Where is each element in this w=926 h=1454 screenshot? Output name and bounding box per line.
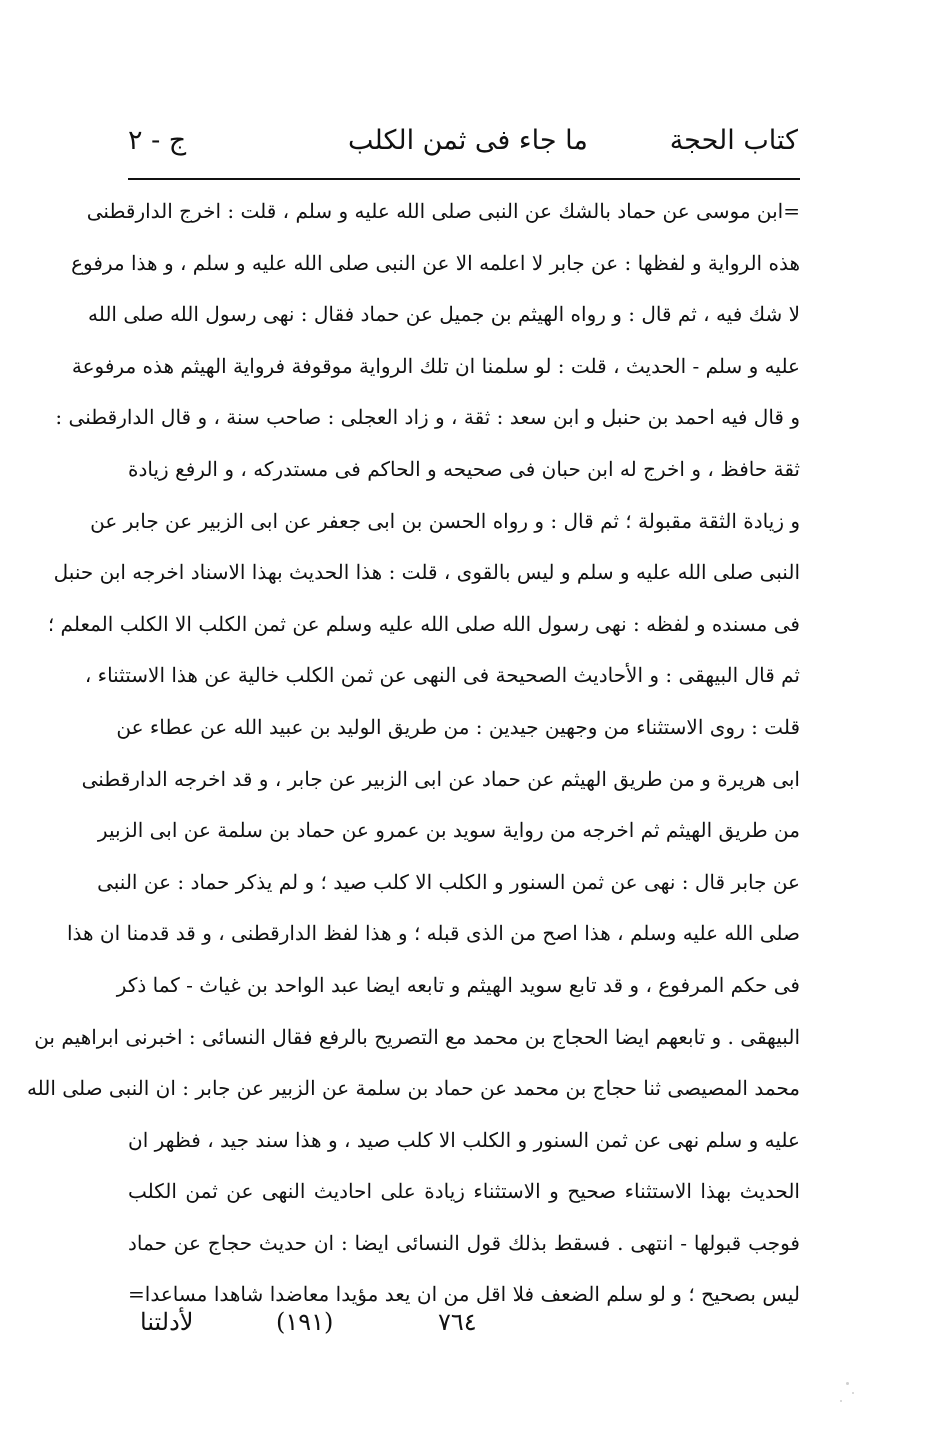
volume-label: ج - ٢: [128, 125, 187, 156]
text-line: قلت : روى الاستثناء من وجهين جيدين : من طريق الوليد بن عبيد الله عن عطاء عن: [116, 714, 800, 739]
catchword: لأدلتنا: [140, 1308, 194, 1336]
header-rule: [128, 178, 800, 180]
running-head: [128, 118, 798, 164]
text-line: لا شك فيه ، ثم قال : و رواه الهيثم بن جميل عن حماد فقال : نهى رسول الله صلى الله: [87, 302, 800, 327]
text-line: الحديث بهذا الاستثناء صحيح و الاستثناء زيادة على احاديث النهى عن ثمن الكلب: [128, 1179, 800, 1204]
signature-mark: (١٩١): [276, 1308, 334, 1336]
scan-speck: [840, 1400, 842, 1402]
page-footer: [128, 1300, 800, 1344]
text-line: محمد المصيصى ثنا حجاج بن محمد عن حماد بن سلمة عن الزبير عن جابر : ان النبى صلى الله: [26, 1076, 800, 1101]
text-line: =ابن موسى عن حماد بالشك عن النبى صلى الله عليه و سلم ، قلت : اخرج الدارقطنى: [86, 199, 800, 223]
text-line: ثم قال البيهقى : و الأحاديث الصحيحة فى النهى عن ثمن الكلب خالية عن هذا الاستثناء ،: [84, 663, 800, 688]
body-text: [26, 186, 800, 1321]
chapter-title: ما جاء فى ثمن الكلب: [348, 125, 588, 156]
book-title: كتاب الحجة: [669, 125, 798, 156]
text-line: صلى الله عليه وسلم ، هذا اصح من الذى قبله ؛ و هذا لفظ الدارقطنى ، و قد قدمنا ان هذا: [66, 921, 800, 946]
text-line: ابى هريرة و من طريق الهيثم عن حماد عن ابى الزبير عن جابر ، و قد اخرجه الدارقطنى: [81, 766, 800, 791]
text-line: هذه الرواية و لفظها : عن جابر لا اعلمه الا عن النبى صلى الله عليه و سلم ، و هذا مرفوع: [71, 250, 800, 275]
text-line: فى حكم المرفوع ، و قد تابع سويد الهيثم و تابعه ايضا عبد الواحد بن غياث - كما ذكر: [116, 972, 800, 997]
text-line: البيهقى . و تابعهم ايضا الحجاج بن محمد مع التصريح بالرفع فقال النسائى : اخبرنى ابراهيم بن: [34, 1024, 800, 1049]
text-line: عن جابر قال : نهى عن ثمن السنور و الكلب الا كلب صيد ؛ و لم يذكر حماد : عن النبى: [97, 869, 800, 894]
text-line: ثقة حافظ ، و اخرج له ابن حبان فى صحيحه و الحاكم فى مستدركه ، و الرفع زيادة: [128, 456, 800, 481]
text-line: فوجب قبولها - انتهى . فسقط بذلك قول النسائى ايضا : ان حديث حجاج عن حماد: [128, 1230, 800, 1255]
scan-speck: [846, 1382, 849, 1385]
scan-speck: [852, 1392, 854, 1394]
text-line: و قال فيه احمد بن حنبل و ابن سعد : ثقة ، و زاد العجلى : صاحب سنة ، و قال الدارقطنى :: [55, 405, 800, 430]
text-line: النبى صلى الله عليه و سلم و ليس بالقوى ، قلت : هذا الحديث بهذا الاسناد اخرجه ابن حنبل: [53, 560, 800, 585]
page-number: ٧٦٤: [438, 1308, 477, 1336]
text-line: من طريق الهيثم ثم اخرجه من رواية سويد بن عمرو عن حماد بن سلمة عن ابى الزبير: [97, 818, 800, 843]
text-line: و زيادة الثقة مقبولة ؛ ثم قال : و رواه الحسن بن ابى جعفر عن ابى الزبير عن جابر عن: [90, 508, 800, 533]
text-line: فى مسنده و لفظه : نهى رسول الله صلى الله عليه وسلم عن ثمن الكلب الا الكلب المعلم ؛: [47, 611, 800, 636]
text-line: ليس بصحيح ؛ و لو سلم الضعف فلا اقل من ان يعد مؤيدا معاضدا شاهدا مساعدا=: [128, 1282, 800, 1307]
text-line: عليه و سلم - الحديث ، قلت : لو سلمنا ان تلك الرواية موقوفة فرواية الهيثم هذه مرفوعة: [71, 353, 800, 378]
text-line: عليه و سلم نهى عن ثمن السنور و الكلب الا كلب صيد ، و هذا سند جيد ، فظهر ان: [128, 1127, 800, 1152]
